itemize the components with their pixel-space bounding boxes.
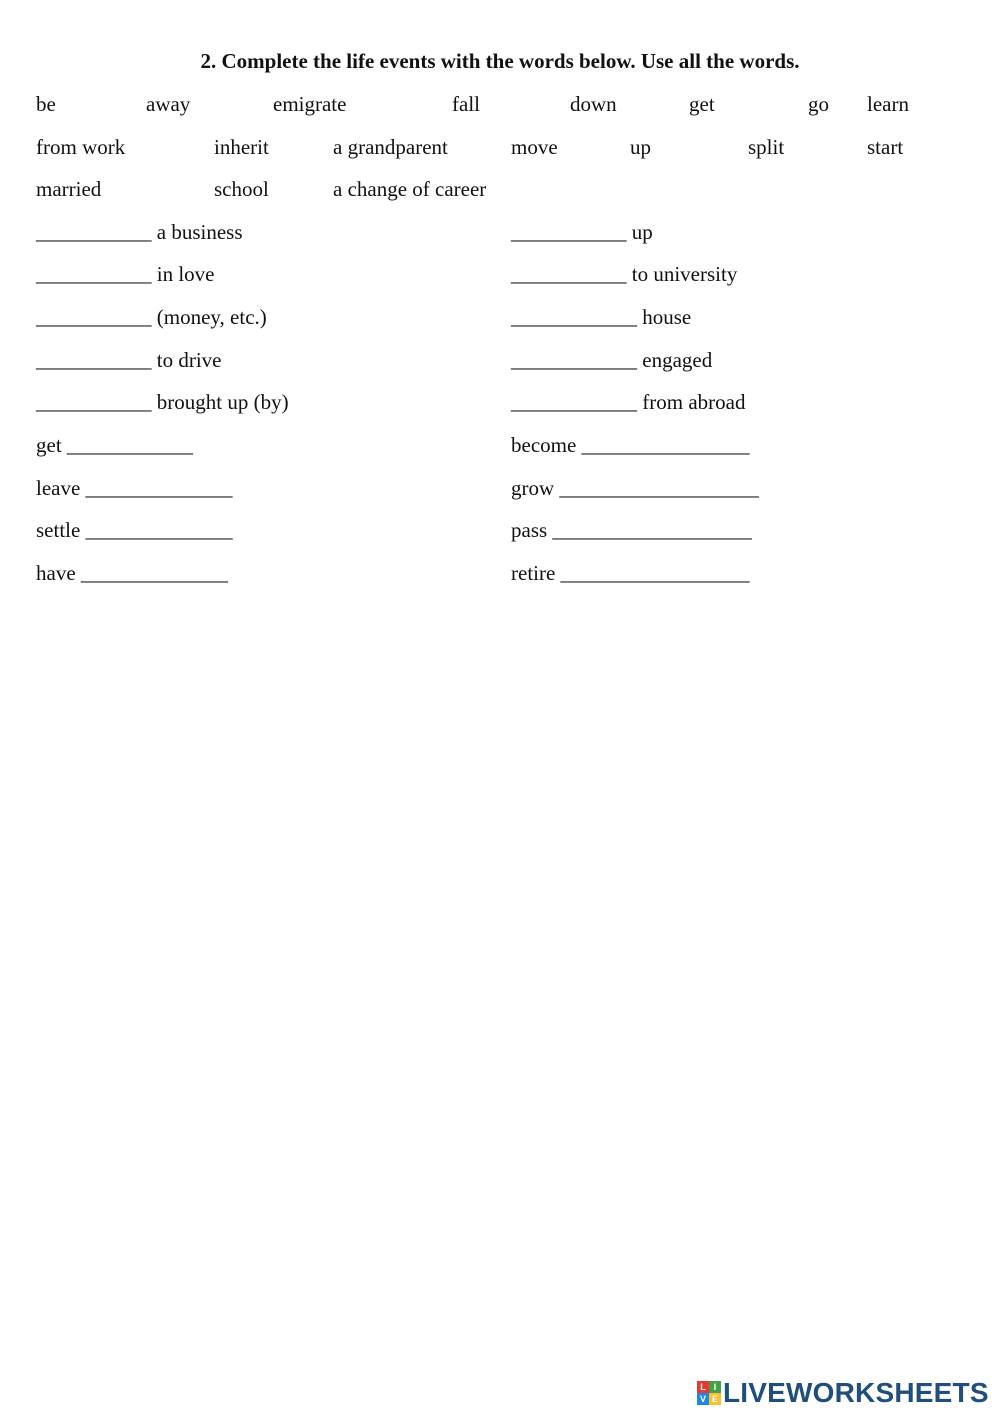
exercise-item: ____________ engaged (511, 348, 713, 372)
exercise-item: pass ___________________ (511, 518, 752, 542)
word-bank-item: away (146, 92, 191, 116)
exercise-item: grow ___________________ (511, 476, 759, 500)
exercise-item: ____________ house (511, 305, 692, 329)
word-bank-item: move (511, 135, 558, 159)
word-bank-item: split (748, 135, 785, 159)
exercise-item: ___________ a business (36, 220, 243, 244)
word-bank-item: down (570, 92, 617, 116)
word-bank-item: school (214, 177, 269, 201)
logo-text: LIVEWORKSHEETS (723, 1377, 989, 1408)
exercise-item: settle ______________ (36, 518, 233, 542)
word-bank-item: inherit (214, 135, 269, 159)
word-bank-item: emigrate (273, 92, 347, 116)
word-bank-item: go (808, 92, 829, 116)
logo-icon-letter: V (697, 1393, 709, 1405)
logo-icon-letter: L (697, 1381, 709, 1393)
word-bank-item: a grandparent (333, 135, 448, 159)
word-bank-item: fall (452, 92, 480, 116)
word-bank-item: be (36, 92, 56, 116)
logo-icon-letter: I (709, 1381, 721, 1393)
exercise-item: get ____________ (36, 433, 193, 457)
exercise-item: ___________ brought up (by) (36, 390, 289, 414)
word-bank-item: learn (867, 92, 909, 116)
exercise-item: ___________ (money, etc.) (36, 305, 267, 329)
exercise-item: ___________ to university (511, 262, 738, 286)
liveworksheets-logo (697, 1376, 989, 1410)
exercise-item: retire __________________ (511, 561, 750, 585)
exercise-heading: 2. Complete the life events with the words below. Use all the words. (200, 49, 800, 73)
exercise-item: ___________ to drive (36, 348, 222, 372)
exercise-item: ___________ up (511, 220, 653, 244)
word-bank-item: start (867, 135, 904, 159)
word-bank-item: up (630, 135, 651, 159)
word-bank-item: a change of career (333, 177, 487, 201)
exercise-item: ____________ from abroad (511, 390, 746, 414)
word-bank-item: get (689, 92, 715, 116)
exercise-item: ___________ in love (36, 262, 215, 286)
exercise-item: become ________________ (511, 433, 750, 457)
word-bank-item: from work (36, 135, 126, 159)
word-bank-item: married (36, 177, 102, 201)
logo-icon-letter: E (709, 1393, 721, 1405)
logo-icon (697, 1381, 721, 1405)
exercise-item: leave ______________ (36, 476, 233, 500)
exercise-item: have ______________ (36, 561, 228, 585)
